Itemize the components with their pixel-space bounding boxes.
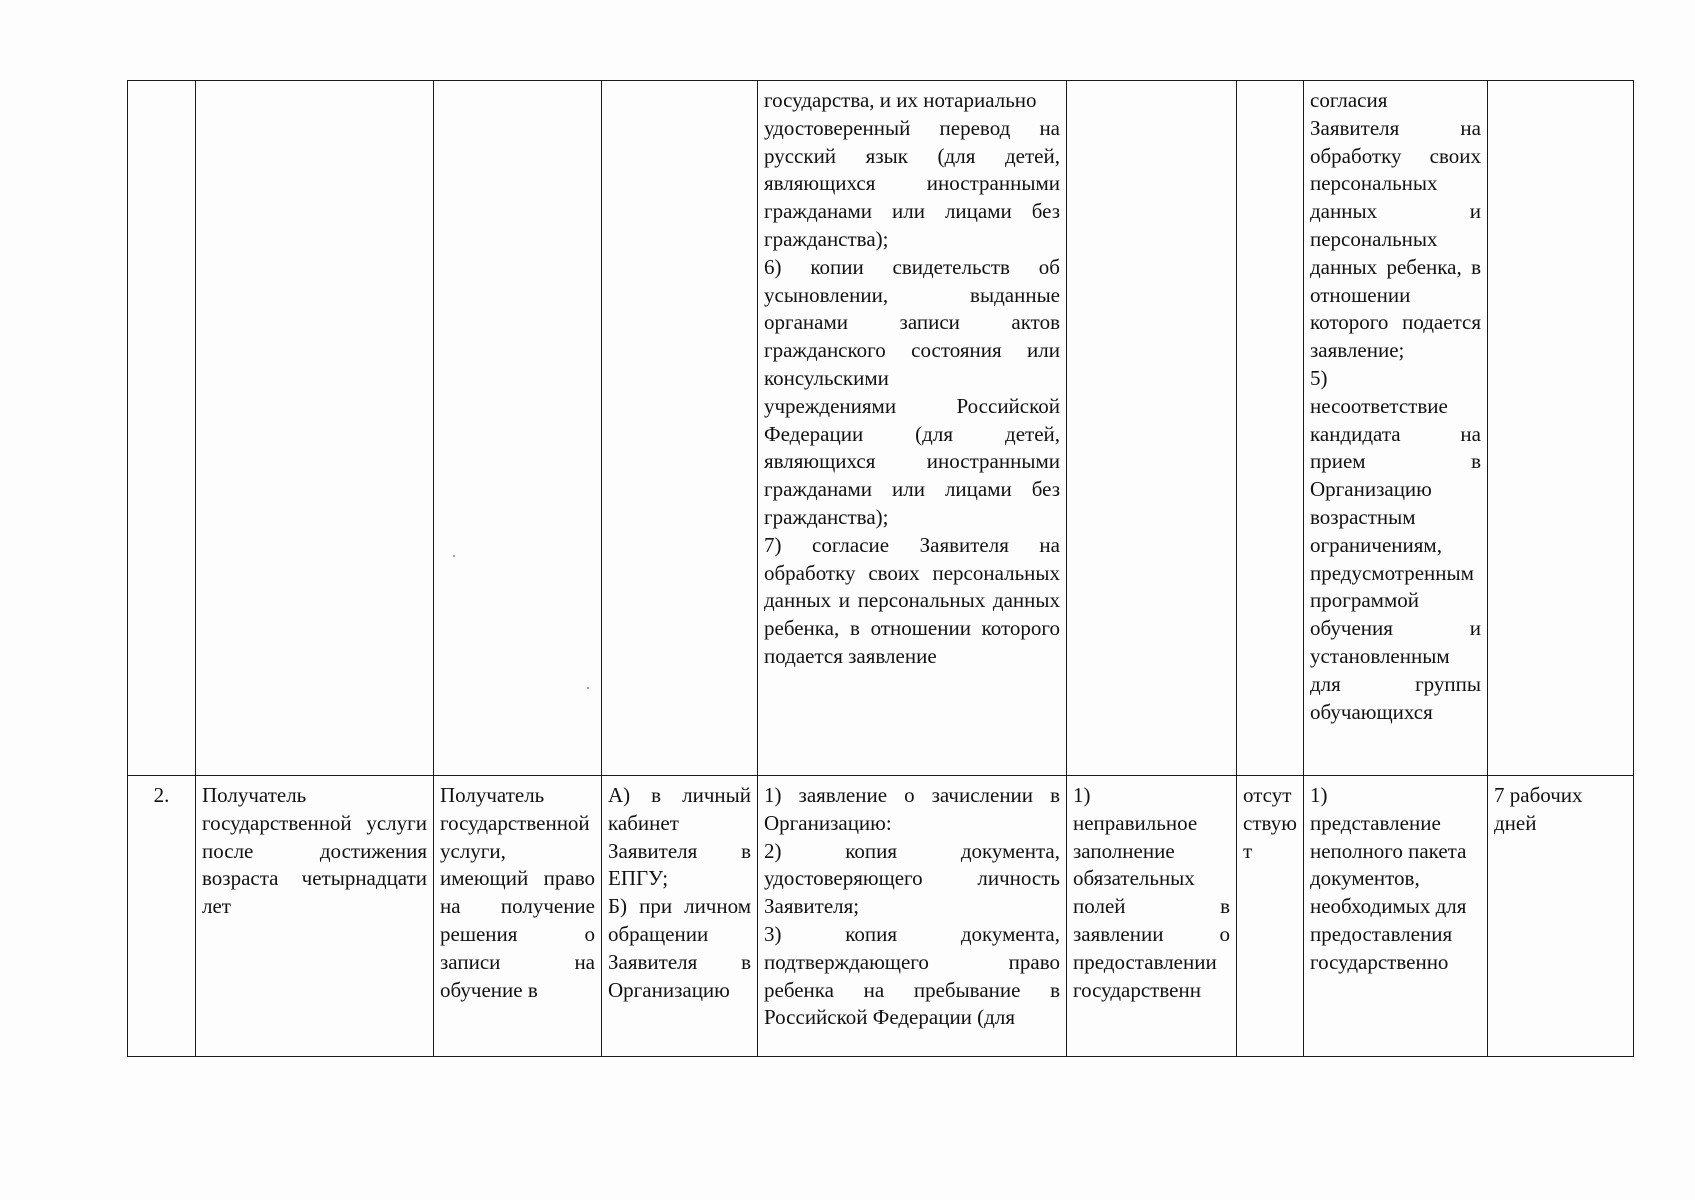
row1-deadline-cell <box>1488 81 1634 776</box>
row1-number-cell <box>128 81 196 776</box>
row2-number-cell <box>128 776 196 1057</box>
row2-rejection-grounds-cell <box>1067 776 1237 1057</box>
table-row <box>128 81 1634 776</box>
row2-suspension-grounds-cell <box>1237 776 1304 1057</box>
row1-submission-method-cell <box>602 81 758 776</box>
row1-documents-cell <box>758 81 1067 776</box>
row2-rejection-grounds-text: 1) неправильное заполнение обязательных полей в заявлении о предоставлении государственн <box>1073 783 1230 1002</box>
row2-applicant-category-text: Получатель государственной услуги после достижения возраста четырнадцати лет <box>202 783 427 919</box>
row1-applicant-category-cell <box>196 81 434 776</box>
row2-documents-text: 1) заявление о зачислении в Организацию: 2) копия документа, удостоверяющего личность Заявителя; 3) копия документа, подтверждающего право ребенка на пребывание в Российской Федерации (для <box>764 783 1060 1030</box>
row2-documents-cell <box>758 776 1067 1057</box>
row2-deadline-cell <box>1488 776 1634 1057</box>
row1-refusal-grounds-text: согласия Заявителя на обработку своих персональных данных и персональных данных ребенка, в отношении которого подается заявление; 5) несоответствие кандидата на прием в Организацию возрастным ограничениям, предусмотренным программой обучения и установленным для группы обучающихся <box>1310 88 1481 724</box>
scan-speck <box>453 555 455 557</box>
row1-documents-text: государства, и их нотариально удостоверенный перевод на русский язык (для детей, являющихся иностранными гражданами или лицами без гражданства); 6) копии свидетельств об усыновлении, выданные органами записи актов гражданского состояния или консульскими учреждениями Российской Федерации (для детей, являющихся иностранными гражданами или лицами без гражданства); 7) согласие Заявителя на обработку своих персональных данных и персональных данных ребенка, в отношении которого подается заявление <box>764 88 1060 668</box>
row2-suspension-grounds-text: отсутствуют <box>1243 783 1297 863</box>
row2-applicant-description-text: Получатель государственной услуги, имеющий право на получение решения о записи на обучение в <box>440 783 595 1002</box>
row1-suspension-grounds-cell <box>1237 81 1304 776</box>
row2-number-text: 2. <box>153 783 170 807</box>
row2-applicant-category-cell <box>196 776 434 1057</box>
row1-applicant-description-cell <box>434 81 602 776</box>
row2-deadline-text: 7 рабочих дней <box>1494 783 1583 835</box>
row1-rejection-grounds-cell <box>1067 81 1237 776</box>
row2-applicant-description-cell <box>434 776 602 1057</box>
table-row <box>128 776 1634 1057</box>
row2-submission-method-text: А) в личный кабинет Заявителя в ЕПГУ; Б) при личном обращении Заявителя в Организацию <box>608 783 751 1002</box>
services-table <box>127 80 1634 1057</box>
row2-refusal-grounds-text: 1) представление неполного пакета документов, необходимых для предоставления государственно <box>1310 783 1467 974</box>
scan-speck <box>587 687 589 689</box>
row1-refusal-grounds-cell <box>1304 81 1488 776</box>
row2-submission-method-cell <box>602 776 758 1057</box>
row2-refusal-grounds-cell <box>1304 776 1488 1057</box>
